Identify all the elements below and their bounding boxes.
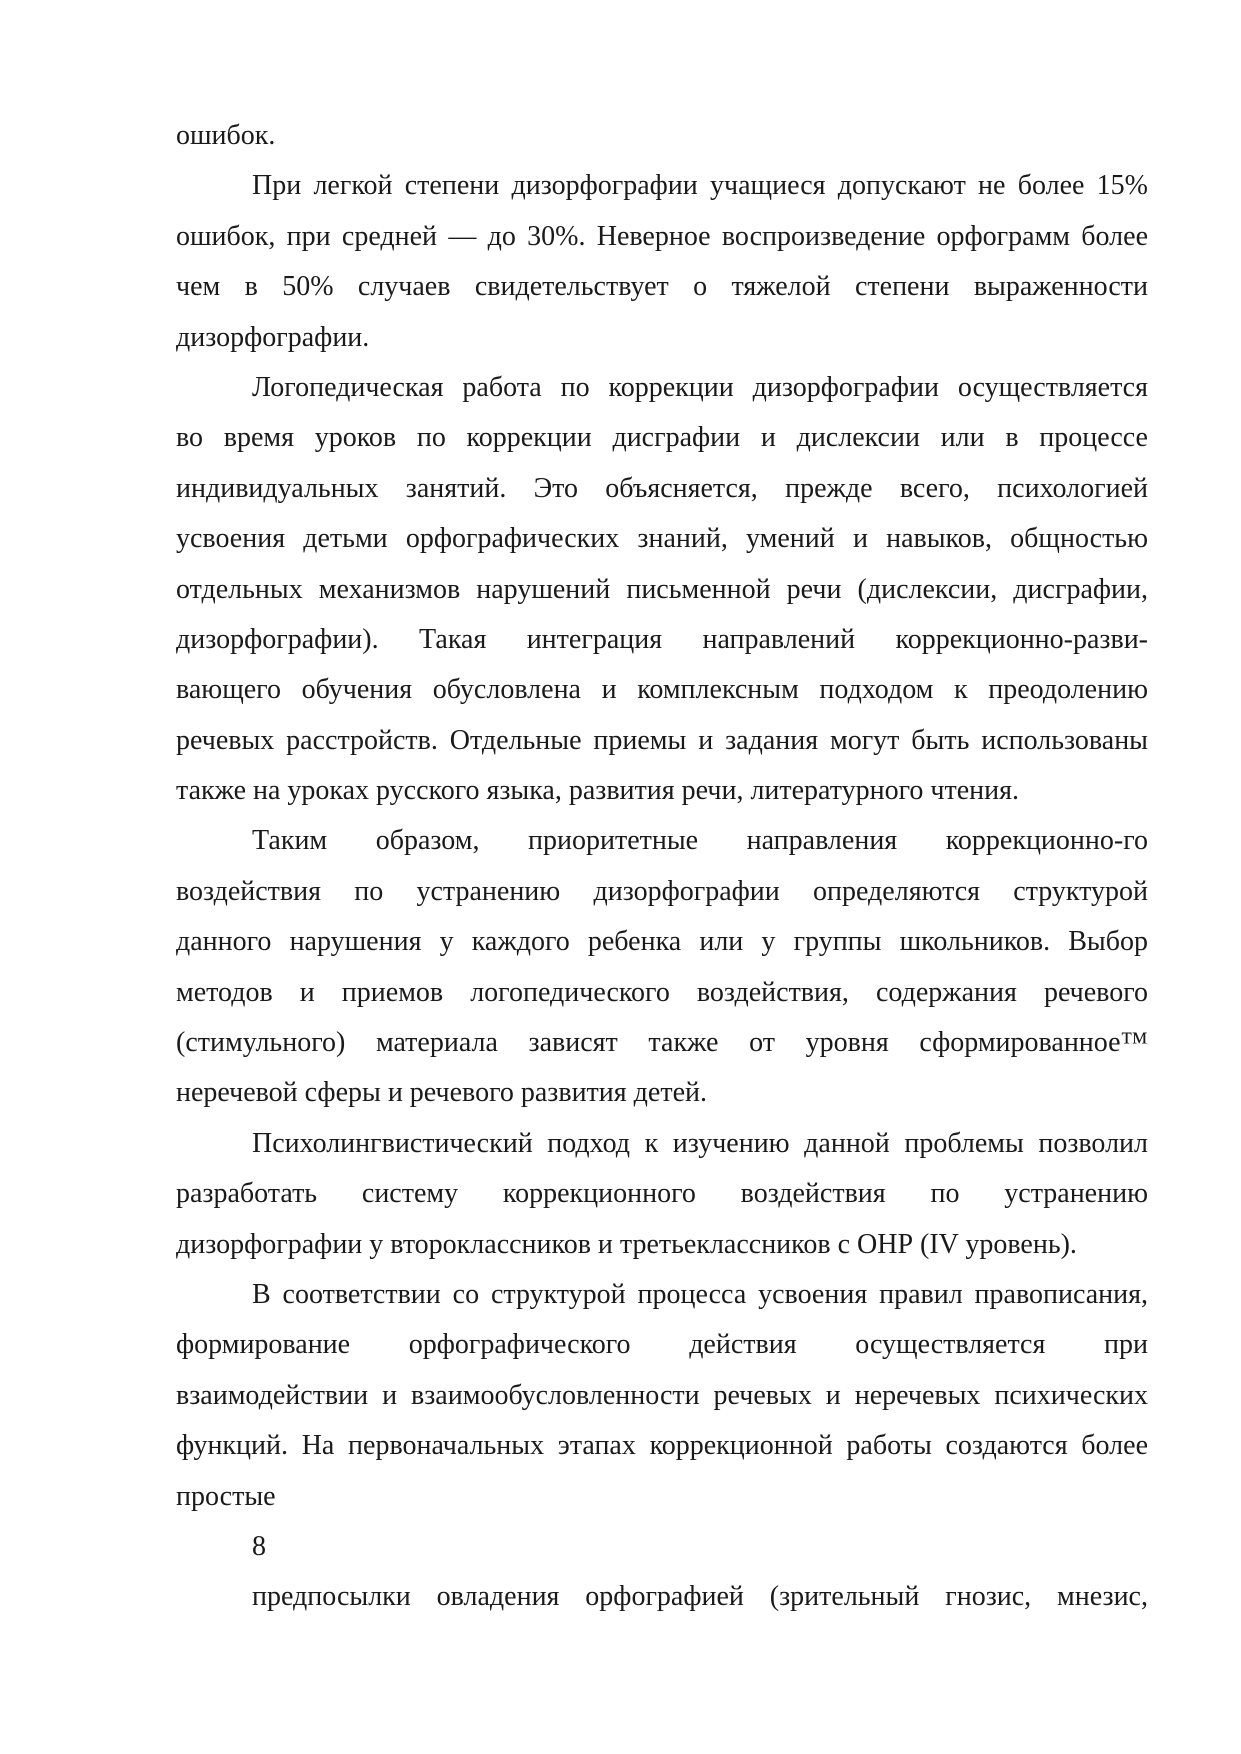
- text-line: При легкой степени дизорфографии учащиеся допускают не более 15%: [252, 170, 1148, 202]
- text-line: воздействия по устранению дизорфографии определяются структурой: [176, 875, 1148, 907]
- text-line: дизорфографии у второклассников и третьеклассников с ОНР (IV уровень).: [176, 1228, 1077, 1260]
- text-line: дизорфографии). Такая интеграция направлений коррекционно-разви-: [176, 623, 1148, 655]
- text-line: простые: [176, 1480, 276, 1512]
- text-line: усвоения детьми орфографических знаний, умений и навыков, общностью: [176, 523, 1148, 555]
- text-line: методов и приемов логопедического воздействия, содержания речевого: [176, 976, 1148, 1008]
- text-line: вающего обучения обусловлена и комплексным подходом к преодолению: [176, 674, 1148, 706]
- text-line: дизорфографии.: [176, 321, 370, 353]
- text-line: ошибок.: [176, 120, 276, 151]
- text-line: речевых расстройств. Отдельные приемы и задания могут быть использованы: [176, 724, 1148, 756]
- text-line: также на уроках русского языка, развития речи, литературного чтения.: [176, 775, 1019, 807]
- text-line: индивидуальных занятий. Это объясняется, прежде всего, психологией: [176, 472, 1148, 504]
- text-line: Логопедическая работа по коррекции дизорфографии осуществляется: [252, 371, 1148, 403]
- text-line: данного нарушения у каждого ребенка или у группы школьников. Выбор: [176, 926, 1148, 958]
- text-line: разработать систему коррекционного воздействия по устранению: [176, 1178, 1148, 1210]
- text-line: ошибок, при средней — до 30%. Неверное воспроизведение орфограмм более: [176, 220, 1148, 252]
- text-line: функций. На первоначальных этапах коррекционной работы создаются более: [176, 1430, 1148, 1462]
- text-line: формирование орфографического действия осуществляется при: [176, 1329, 1148, 1361]
- text-line: отдельных механизмов нарушений письменной речи (дислексии, дисграфии,: [176, 573, 1148, 605]
- text-line: взаимодействии и взаимообусловленности речевых и неречевых психических: [176, 1379, 1148, 1411]
- document-body: [176, 111, 1148, 1623]
- text-line: чем в 50% случаев свидетельствует о тяжелой степени выраженности: [176, 271, 1148, 303]
- page-number: 8: [252, 1530, 266, 1562]
- text-line: предпосылки овладения орфографией (зрительный гнозис, мнезис,: [252, 1581, 1148, 1613]
- text-line: во время уроков по коррекции дисграфии и дислексии или в процессе: [176, 422, 1148, 454]
- text-line: В соответствии со структурой процесса усвоения правил правописания,: [252, 1278, 1148, 1310]
- text-line: Психолингвистический подход к изучению данной проблемы позволил: [252, 1127, 1148, 1159]
- text-line: Таким образом, приоритетные направления коррекционно-го: [252, 825, 1148, 857]
- text-line: (стимульного) материала зависят также от уровня сформированное™: [176, 1027, 1148, 1059]
- text-line: неречевой сферы и речевого развития детей.: [176, 1077, 707, 1109]
